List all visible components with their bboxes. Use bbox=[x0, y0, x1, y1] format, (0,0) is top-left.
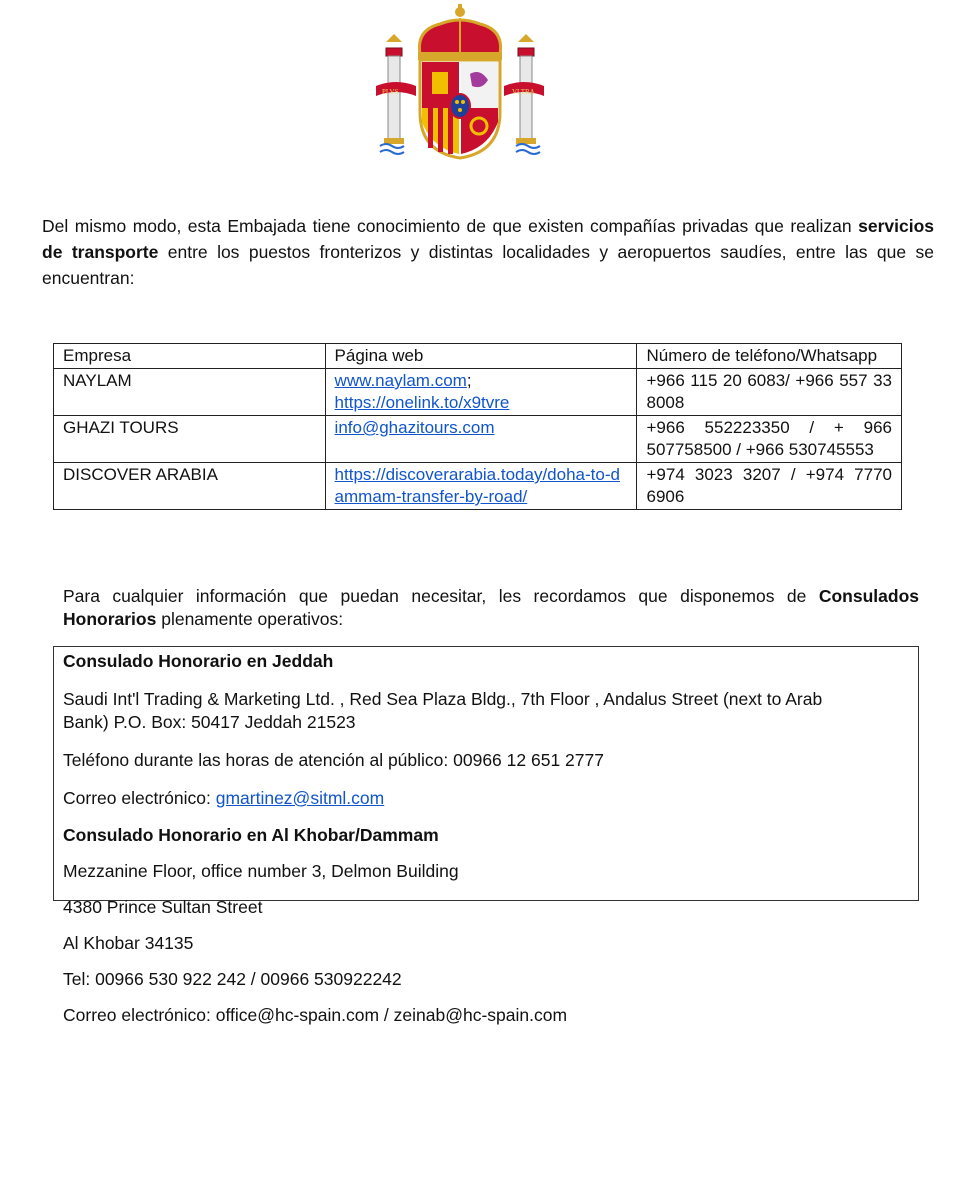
info-paragraph bbox=[63, 585, 919, 631]
info-text-before: Para cualquier información que puedan necesitar, les recordamos que disponemos de bbox=[63, 586, 819, 606]
phone-cell: +966 115 20 6083/ +966 557 33 8008 bbox=[637, 369, 902, 416]
website-link[interactable]: https://discoverarabia.today/doha-to-dammam-transfer-by-road/ bbox=[334, 465, 620, 506]
company-name: GHAZI TOURS bbox=[54, 416, 326, 463]
header-pagina-web: Página web bbox=[325, 344, 637, 369]
website-link-2[interactable]: https://onelink.to/x9tvre bbox=[334, 393, 510, 412]
info-bold-text: Consulados Honorarios bbox=[63, 586, 919, 629]
jeddah-address-line2: Bank) P.O. Box: 50417 Jeddah 21523 bbox=[63, 712, 356, 732]
jeddah-address-line1: Saudi Int'l Trading & Marketing Ltd. , Red Sea Plaza Bldg., 7th Floor , Andalus Street (next to Arab bbox=[63, 689, 823, 709]
spain-coat-of-arms bbox=[372, 2, 548, 160]
intro-text-after: entre los puestos fronterizos y distintas localidades y aeropuertos saudíes, entre las que se encuentran: bbox=[42, 242, 934, 288]
shield bbox=[420, 60, 500, 158]
khobar-address-line1: Mezzanine Floor, office number 3, Delmon Building bbox=[63, 861, 459, 881]
table-row bbox=[54, 416, 902, 463]
link-separator: ; bbox=[466, 371, 472, 390]
ribbon-text-plvs: PLVS bbox=[382, 88, 399, 96]
table-header-row bbox=[54, 344, 902, 369]
khobar-email: Correo electrónico: office@hc-spain.com / zeinab@hc-spain.com bbox=[63, 1005, 568, 1025]
table-row bbox=[54, 369, 902, 416]
company-name: NAYLAM bbox=[54, 369, 326, 416]
header-empresa: Empresa bbox=[54, 344, 326, 369]
phone-cell: +966 552223350 / + 966 507758500 / +966 530745553 bbox=[637, 416, 902, 463]
company-name: DISCOVER ARABIA bbox=[54, 463, 326, 510]
website-cell bbox=[325, 463, 637, 510]
intro-bold-text: servicios de transporte bbox=[42, 216, 934, 262]
website-link[interactable]: www.naylam.com bbox=[334, 371, 467, 390]
ribbon-text-vltra: VLTRA bbox=[512, 88, 535, 96]
khobar-phone: Tel: 00966 530 922 242 / 00966 530922242 bbox=[63, 969, 402, 989]
jeddah-email-label: Correo electrónico: bbox=[63, 788, 216, 808]
intro-text-before: Del mismo modo, esta Embajada tiene conocimiento de que existen compañías privadas que realizan bbox=[42, 216, 859, 236]
email-link[interactable]: info@ghazitours.com bbox=[334, 418, 495, 437]
jeddah-email-line bbox=[63, 787, 384, 809]
royal-crown bbox=[418, 4, 502, 60]
transport-companies-table bbox=[53, 343, 902, 510]
website-cell bbox=[325, 369, 637, 416]
jeddah-phone: Teléfono durante las horas de atención al público: 00966 12 651 2777 bbox=[63, 750, 604, 770]
header-telefono: Número de teléfono/Whatsapp bbox=[637, 344, 902, 369]
khobar-city: Al Khobar 34135 bbox=[63, 933, 194, 953]
phone-cell: +974 3023 3207 / +974 7770 6906 bbox=[637, 463, 902, 510]
jeddah-consulate-title: Consulado Honorario en Jeddah bbox=[63, 651, 334, 671]
jeddah-email-link[interactable]: gmartinez@sitml.com bbox=[215, 788, 385, 808]
website-cell bbox=[325, 416, 637, 463]
intro-paragraph bbox=[42, 213, 934, 291]
khobar-consulate-title: Consulado Honorario en Al Khobar/Dammam bbox=[63, 825, 439, 845]
khobar-address-line2: 4380 Prince Sultan Street bbox=[63, 897, 263, 917]
info-text-after: plenamente operativos: bbox=[156, 609, 344, 629]
table-row bbox=[54, 463, 902, 510]
